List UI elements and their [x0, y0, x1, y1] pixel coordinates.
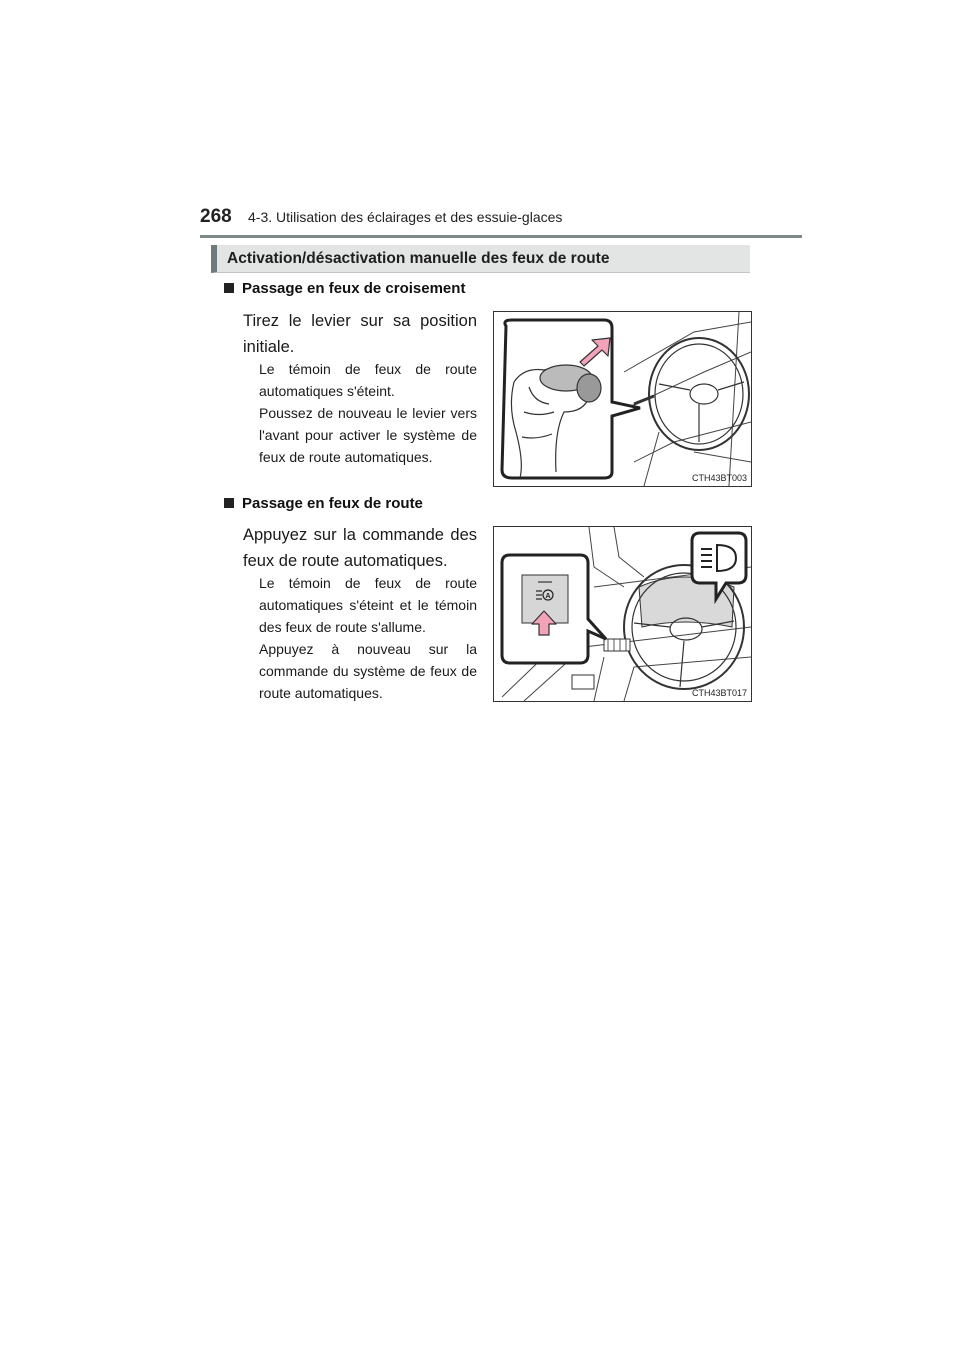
- subheading-low-beam: [224, 280, 465, 297]
- figure-lever-illustration: [493, 311, 752, 487]
- page-number: 268: [200, 206, 232, 227]
- header-rule: [200, 235, 802, 238]
- subheading-text: Passage en feux de route: [242, 495, 423, 512]
- square-bullet-icon: [224, 498, 234, 508]
- page-header: [200, 202, 802, 238]
- instruction-text: Appuyez sur la commande des feux de route automatiques.: [243, 526, 477, 570]
- note-text: Poussez de nouveau le levier vers l'avant pour activer le système de feux de route automatiques.: [259, 405, 477, 465]
- figure-code: CTH43BT003: [691, 473, 747, 483]
- subheading-text: Passage en feux de croisement: [242, 280, 466, 297]
- note-text: Appuyez à nouveau sur la commande du système de feux de route automatiques.: [259, 641, 477, 701]
- subheading-high-beam: [224, 495, 423, 512]
- figure-switch-illustration: [493, 526, 752, 702]
- instruction-text: Tirez le levier sur sa position initiale.: [243, 312, 477, 356]
- topic-banner: [211, 245, 750, 273]
- note-text: Le témoin de feux de route automatiques s'éteint.: [259, 361, 477, 399]
- note-text: Le témoin de feux de route automatiques s'éteint et le témoin des feux de route s'allume.: [259, 575, 477, 635]
- auto-high-beam-switch-illustration: [494, 527, 751, 701]
- figure-code: CTH43BT017: [691, 688, 747, 698]
- svg-text:A: A: [545, 593, 551, 600]
- lever-pull-illustration: [494, 312, 751, 486]
- section-title: 4-3. Utilisation des éclairages et des essuie-glaces: [248, 209, 563, 225]
- banner-title: Activation/désactivation manuelle des feux de route: [227, 250, 610, 267]
- square-bullet-icon: [224, 283, 234, 293]
